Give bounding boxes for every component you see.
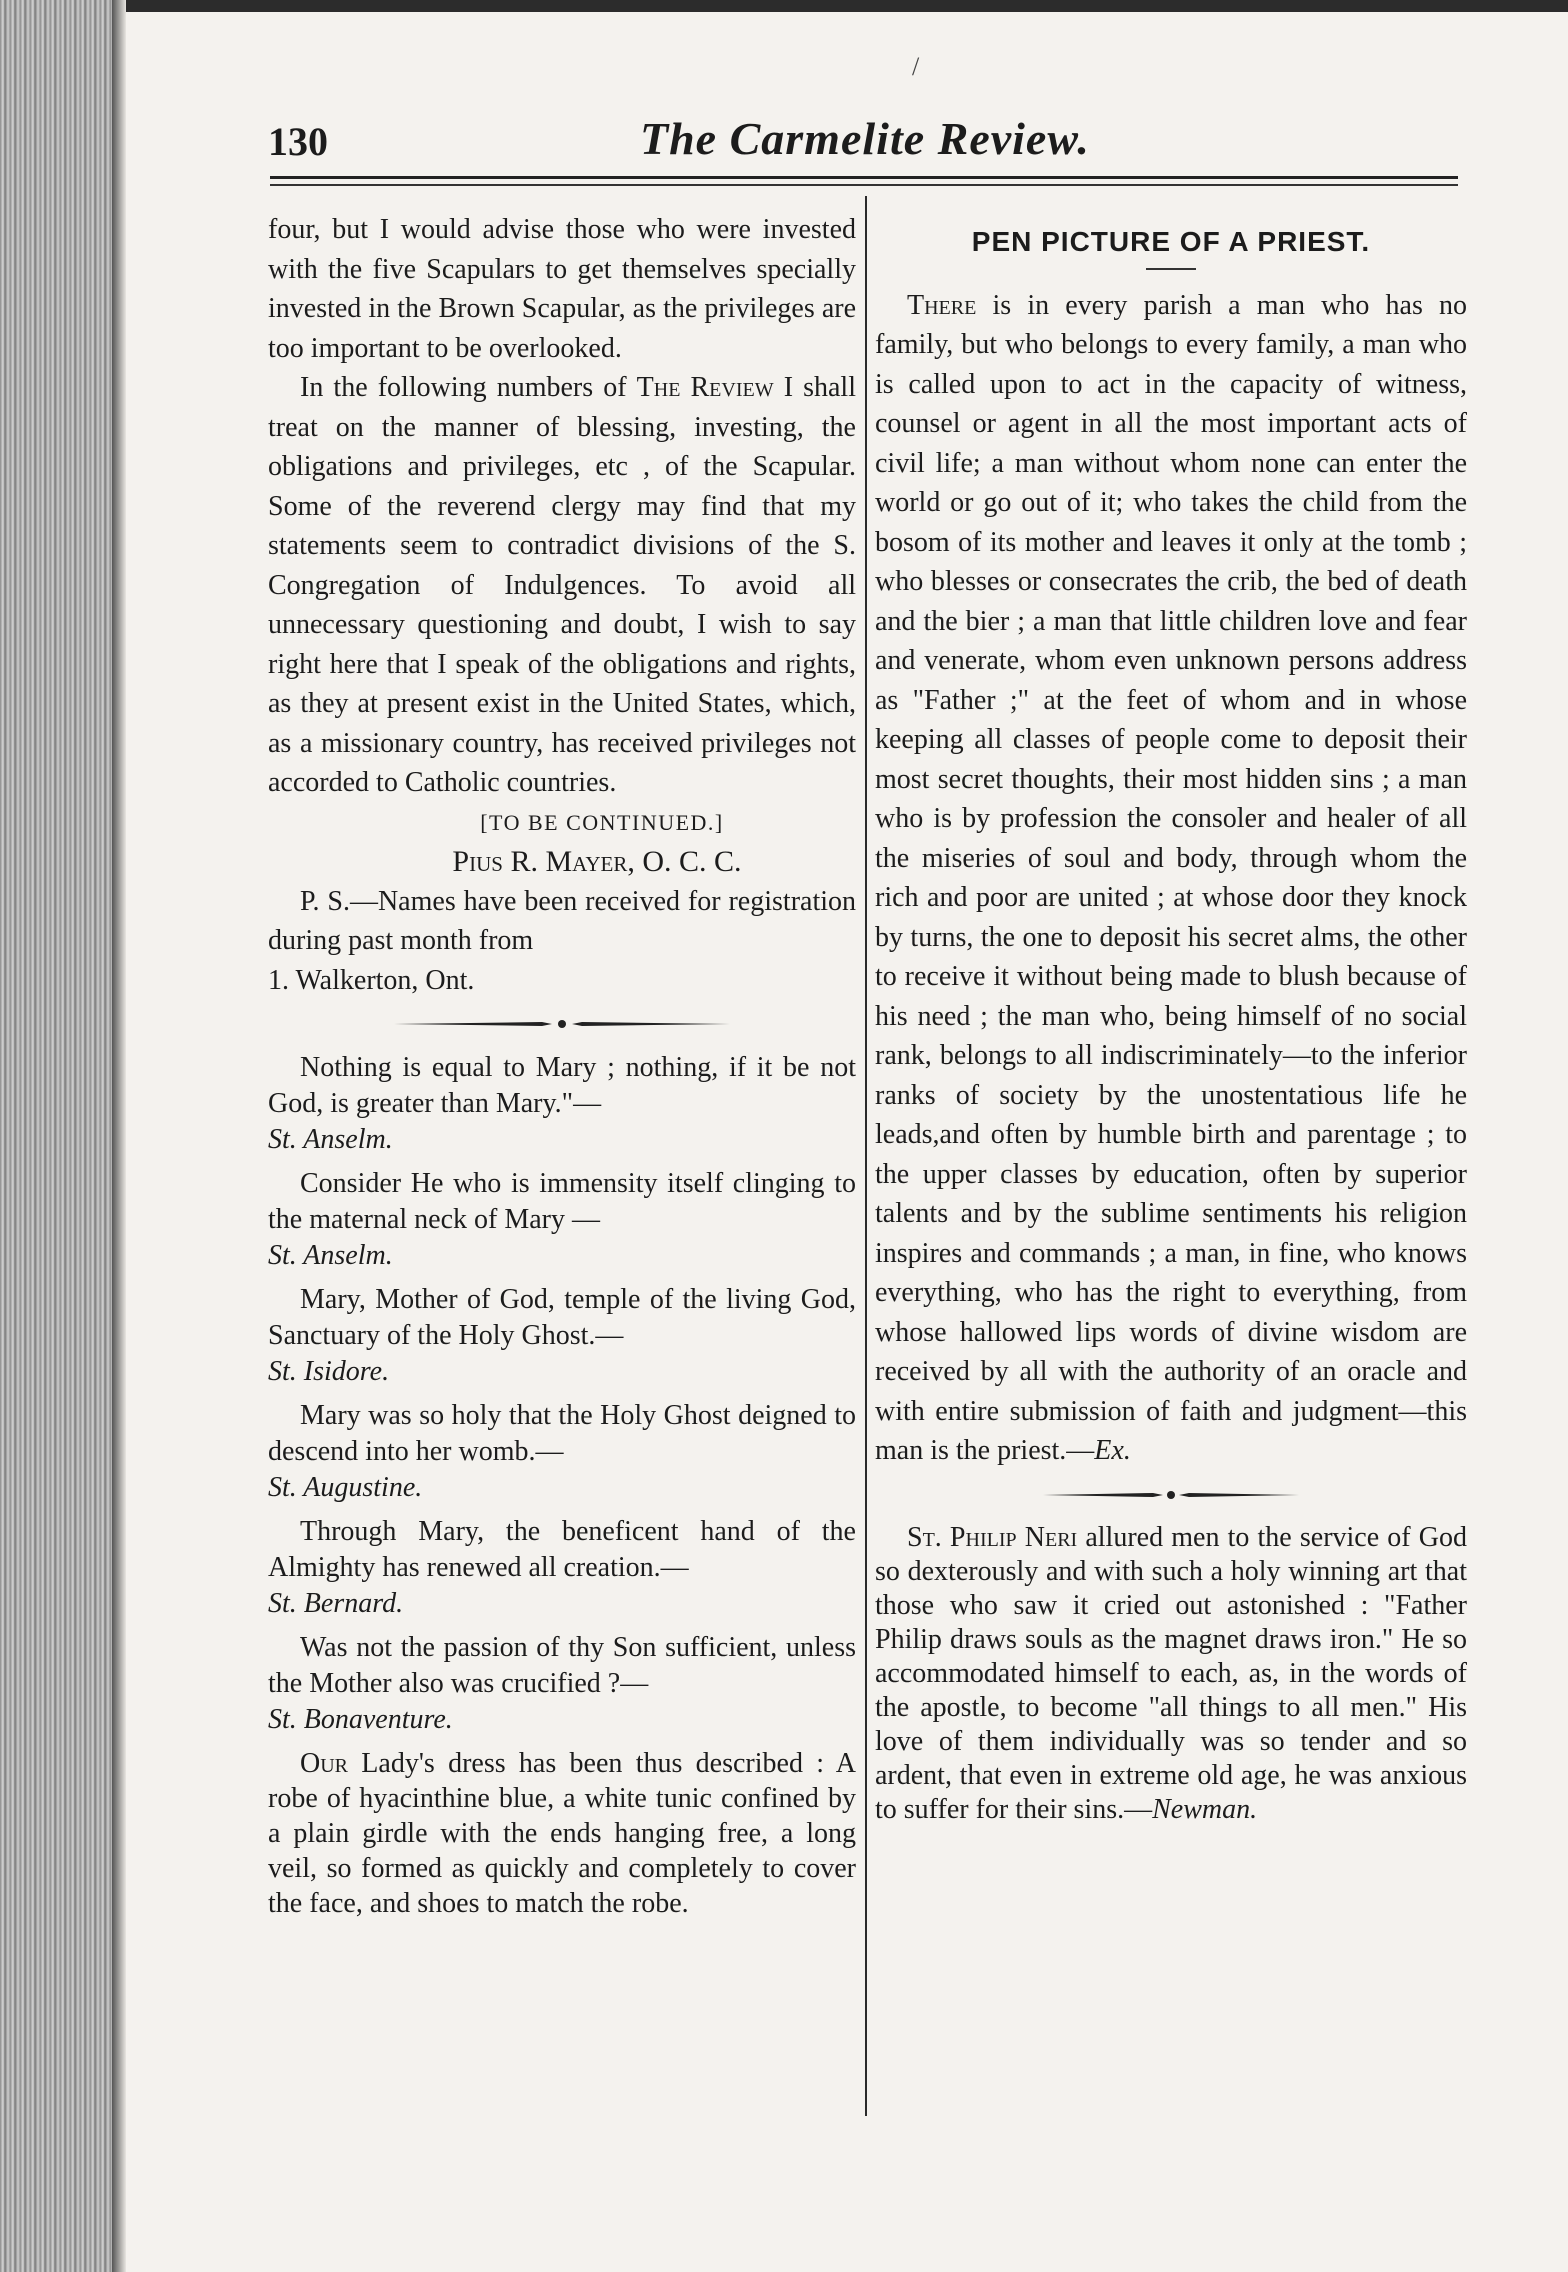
philip-neri-paragraph — [875, 1521, 1467, 1827]
paragraph-attribution: Newman. — [1152, 1793, 1258, 1825]
paragraph-lead: St. Philip Neri — [907, 1521, 1078, 1553]
header-mark: / — [912, 52, 920, 81]
ornamental-divider — [392, 1014, 732, 1034]
header-rule — [270, 176, 1458, 179]
quote-text: Was not the passion of thy Son sufficient, unless the Mother also was crucified ?— — [268, 1632, 856, 1699]
quote-attribution: St. Anselm. — [268, 1240, 393, 1271]
right-column — [875, 210, 1467, 1827]
paragraph-rest: I shall treat on the manner of blessing, investing, the obligations and privileges, etc , of the Scapular. Some of the reverend clergy may find that my statements seem to contradict divisions of the S. Congregation of Indulgences. To avoid all unnecessary questioning and doubt, I wish to say right here that I speak of the obligations and rights, as they at present exist in the United States, which, as a missionary country, has received privileges not accorded to Catholic countries. — [268, 372, 856, 798]
paragraph-lead: There — [907, 289, 977, 321]
paragraph-rest: allured men to the service of God so dexterously and with such a holy winning art that those who saw it cried out astonished : "Father Philip draws souls as the magnet draws iron." He so accommodated himself to each, as, in the words of the apostle, to become "all things to all men." His love of them individually was so tender and so ardent, that even in extreme old age, he was anxious to suffer for their sins.— — [875, 1521, 1467, 1825]
page-number: 130 — [268, 119, 328, 164]
quote — [268, 1514, 856, 1622]
postscript: P. S.—Names have been received for registration during past month from — [268, 885, 856, 956]
ornamental-divider — [1041, 1485, 1301, 1505]
quote-attribution: St. Augustine. — [268, 1472, 423, 1503]
column-divider — [865, 196, 867, 2116]
paragraph-body: is in every parish a man who has no family, but who belongs to every family, a man who is called upon to act in the capacity of witness, counsel or agent in all the most important acts of civil life; a man without whom none can enter the world or go out of it; who takes the child from the bosom of its mother and leaves it only at the tomb ; who blesses or consecrates the crib, the bed of death and the bier ; a man that little children love and fear and venerate, whom even unknown persons address as "Father ;" at the feet of whom and in whose keeping all classes of people come to deposit their most secret thoughts, their most hidden sins ; a man who is by profession the consoler and healer of all the miseries of soul and body, through whom the rich and poor are united ; at whose door they knock by turns, the one to deposit his secret alms, the other to receive it without being made to blush because of his need ; the man who, being himself of no social rank, belongs to all indiscriminately—to the inferior ranks of society by the unostentatious life he leads,and often by humble birth and parentage ; to the upper classes by education, often by superior talents and by the sublime sentiments his religion inspires and commands ; a man, in fine, who knows everything, who has the right to everything, from whose hallowed lips words of divine wisdom are received by all with the authority of an oracle and with entire submission of faith and judgment—this man is the priest.— — [875, 289, 1467, 1466]
title-rule — [1146, 268, 1196, 270]
book-page-edges — [0, 0, 118, 2272]
author-signature: Pius R. Mayer, O. C. C. — [452, 845, 742, 878]
to-be-continued: [TO BE CONTINUED.] — [480, 809, 724, 835]
paragraph-attribution: Ex. — [1094, 1435, 1131, 1466]
lady-dress-paragraph — [268, 1746, 856, 1921]
quote — [268, 1398, 856, 1506]
quote-attribution: St. Bernard. — [268, 1588, 404, 1619]
quote-attribution: St. Isidore. — [268, 1356, 390, 1387]
quote — [268, 1282, 856, 1390]
paragraph-lead: Our — [300, 1748, 349, 1779]
priest-paragraph — [875, 286, 1467, 1471]
header-rule-secondary — [270, 184, 1458, 186]
paragraph-rest: Lady's dress has been thus described : A robe of hyacinthine blue, a white tunic confined by a plain girdle with the ends hanging free, a long veil, so formed as quickly and completely to cover the face, and shoes to match the robe. — [268, 1748, 856, 1919]
quote-attribution: St. Bonaventure. — [268, 1704, 453, 1735]
postscript-list-item: 1. Walkerton, Ont. — [268, 964, 475, 996]
running-title: The Carmelite Review. — [640, 113, 1090, 164]
scapular-paragraph — [268, 368, 856, 803]
quote-text: Mary was so holy that the Holy Ghost deigned to descend into her womb.— — [268, 1400, 856, 1467]
scapular-paragraph-end: four, but I would advise those who were invested with the five Scapulars to get themselves specially invested in the Brown Scapular, as the privileges are too important to be overlooked. — [268, 214, 856, 364]
article-title: PEN PICTURE OF A PRIEST. — [971, 226, 1371, 257]
scan-top-border — [118, 0, 1568, 12]
book-gutter-shadow — [112, 0, 126, 2272]
quote-text: Through Mary, the beneficent hand of the Almighty has renewed all creation.— — [268, 1516, 856, 1583]
quote — [268, 1630, 856, 1738]
quote — [268, 1050, 856, 1158]
review-name: The Review — [636, 372, 774, 403]
quote-attribution: St. Anselm. — [268, 1124, 393, 1155]
quote-text: Nothing is equal to Mary ; nothing, if it be not God, is greater than Mary."— — [268, 1052, 856, 1119]
left-column — [268, 210, 856, 1921]
quote-text: Mary, Mother of God, temple of the living God, Sanctuary of the Holy Ghost.— — [268, 1284, 856, 1351]
paragraph-start: In the following numbers of — [300, 372, 637, 403]
quote-text: Consider He who is immensity itself clinging to the maternal neck of Mary — — [268, 1168, 856, 1235]
quote — [268, 1166, 856, 1274]
